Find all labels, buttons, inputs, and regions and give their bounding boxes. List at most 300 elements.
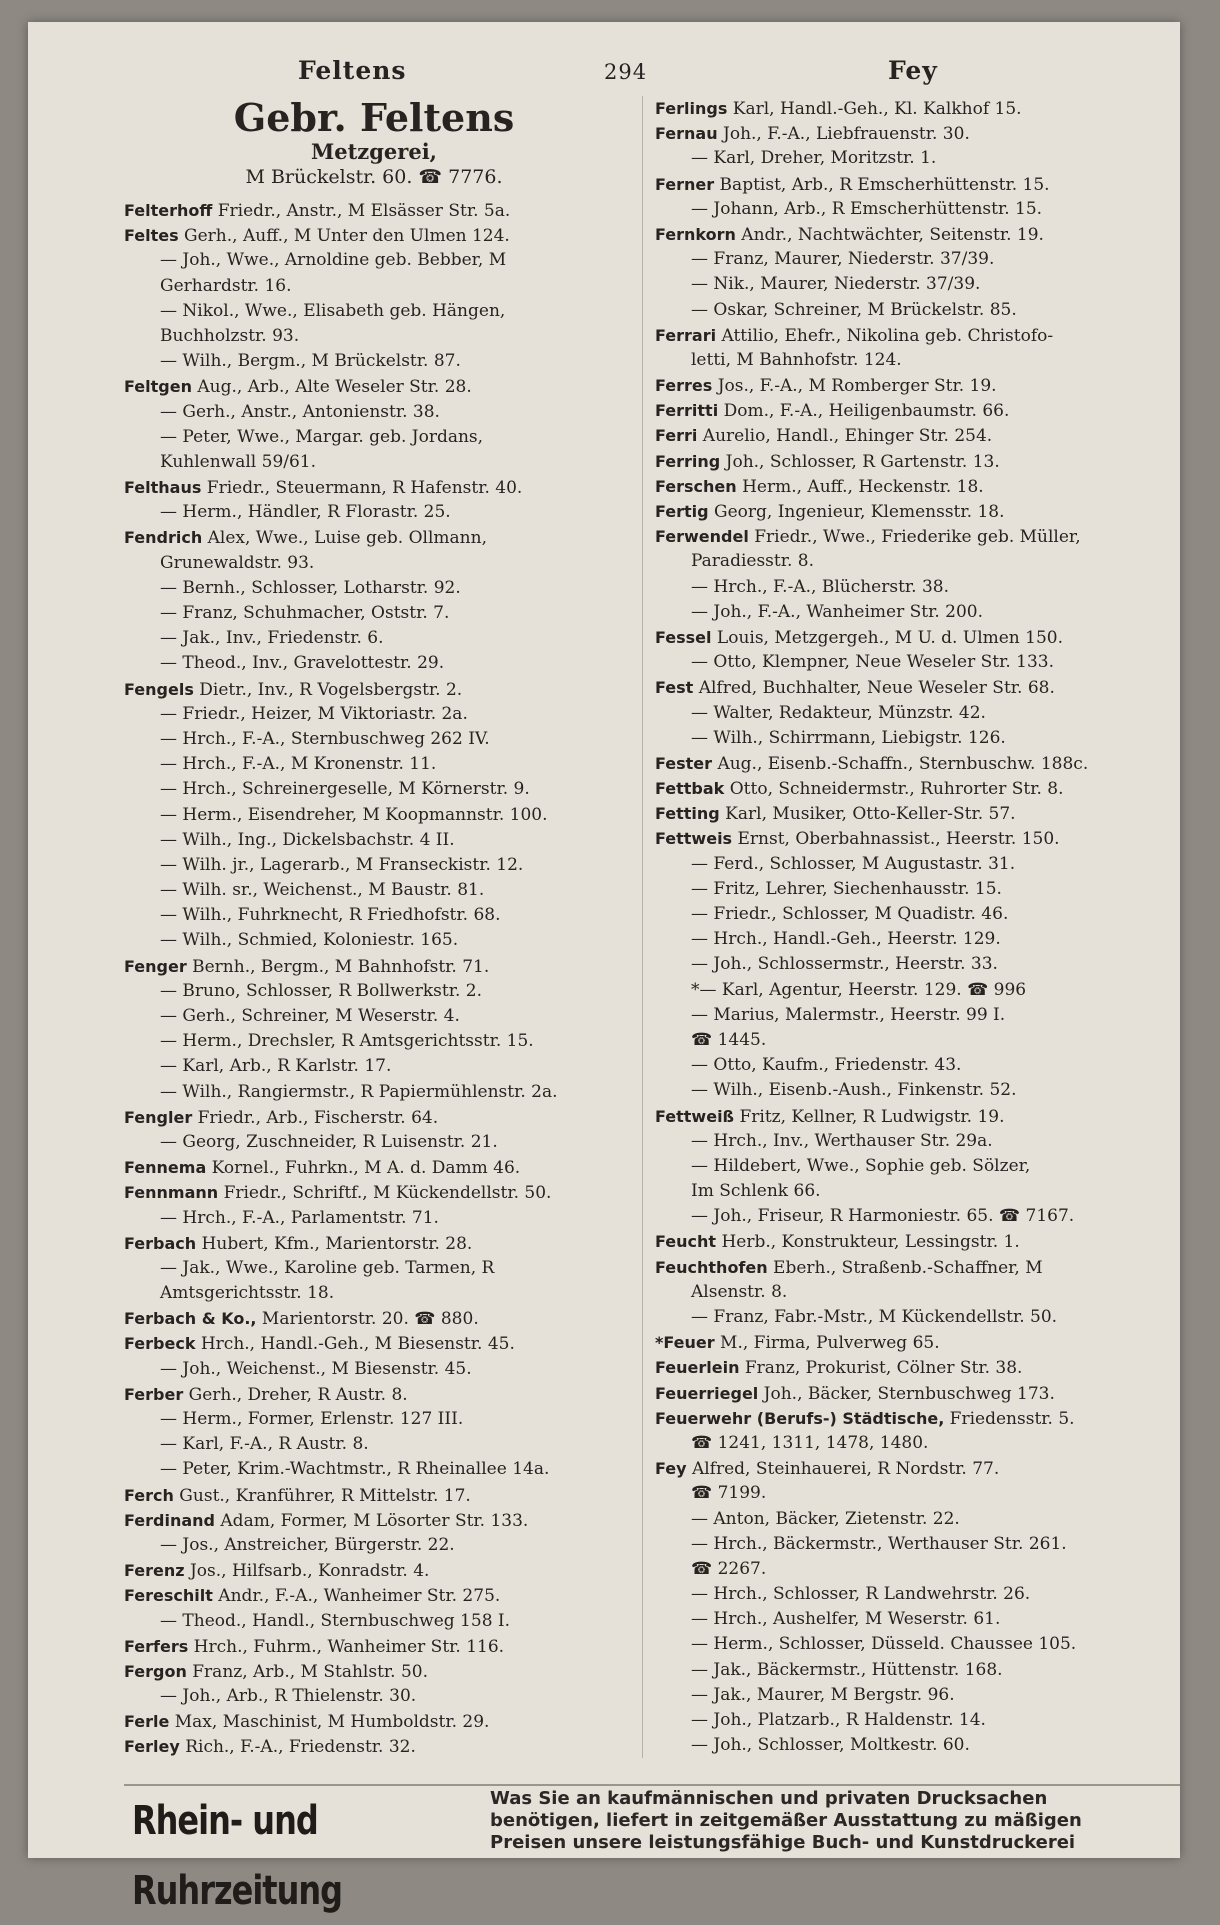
directory-entry: [124, 324, 624, 349]
entry-surname: Fertig: [655, 502, 709, 521]
directory-entry: [124, 601, 624, 626]
entry-details: — Ferd., Schlosser, M Augustastr. 31.: [691, 853, 1016, 874]
entry-details: *— Karl, Agentur, Heerstr. 129. ☎ 996: [691, 979, 1027, 1000]
entry-surname: Felthaus: [124, 478, 202, 498]
directory-entry: [655, 1406, 1195, 1431]
directory-entry: [124, 1734, 624, 1759]
entry-details: letti, M Bahnhofstr. 124.: [691, 349, 902, 370]
entry-details: — Hrch., Inv., Werthauser Str. 29a.: [691, 1130, 993, 1151]
entry-details: — Joh., Wwe., Arnoldine geb. Bebber, M: [160, 250, 507, 271]
entry-details: — Hrch., Bäckermstr., Werthauser Str. 261.: [691, 1533, 1067, 1554]
directory-entry: [124, 979, 624, 1004]
entry-surname: Ferwendel: [655, 527, 749, 547]
directory-entry: [655, 701, 1195, 726]
directory-entry: [655, 1708, 1195, 1733]
footer-ad-line: benötigen, liefert in zeitgemäßer Ausstattung zu mäßigen: [490, 1810, 1082, 1831]
entry-details: Friedr., Wwe., Friederike geb. Müller,: [748, 527, 1081, 548]
directory-entry: [655, 1179, 1195, 1204]
entry-details: — Franz, Fabr.-Mstr., M Kückendellstr. 50.: [691, 1307, 1058, 1327]
directory-entry: [655, 1582, 1195, 1607]
directory-entry: [124, 626, 624, 651]
entry-details: Hubert, Kfm., Marientorstr. 28.: [196, 1233, 473, 1254]
directory-entry: [655, 952, 1195, 977]
entry-details: — Wilh., Ing., Dickelsbachstr. 4 II.: [160, 829, 455, 850]
directory-entry: [655, 348, 1195, 373]
entry-details: — Hrch., F.-A., Blücherstr. 38.: [691, 576, 950, 597]
directory-entry: [124, 1483, 624, 1508]
firm-advert: [124, 96, 624, 190]
entry-surname: Fettweiß: [655, 1106, 735, 1126]
entry-details: ☎ 1241, 1311, 1478, 1480.: [691, 1432, 929, 1453]
entry-surname: Ferri: [655, 426, 698, 446]
entry-details: Friedr., Schriftf., M Kückendellstr. 50.: [218, 1183, 552, 1204]
entry-details: — Hrch., F.-A., Parlamentstr. 71.: [160, 1207, 439, 1228]
directory-entry: [124, 274, 624, 299]
entry-details: — Oskar, Schreiner, M Brückelstr. 85.: [691, 299, 1017, 320]
entry-surname: Feucht: [655, 1232, 717, 1252]
entry-surname: Fey: [655, 1459, 687, 1479]
directory-entry: [124, 1583, 624, 1608]
directory-entry: [124, 651, 624, 676]
directory-entry: [655, 549, 1195, 574]
left-entries: [124, 198, 624, 1760]
directory-entry: [655, 298, 1195, 323]
footer-ad-line: Preisen unsere leistungsfähige Buch- und Kunstdruckerei: [490, 1832, 1076, 1853]
directory-entry: [124, 1306, 624, 1331]
entry-details: — Joh., Schlosser, Moltkestr. 60.: [691, 1735, 970, 1756]
entry-surname: Feltes: [124, 226, 179, 246]
directory-entry: [655, 1305, 1195, 1330]
entry-details: — Theod., Handl., Sternbuschweg 158 I.: [160, 1610, 511, 1631]
entry-details: Andr., Nachtwächter, Seitenstr. 19.: [735, 224, 1044, 245]
directory-entry: [655, 1481, 1195, 1506]
entry-details: Max, Maschinist, M Humboldstr. 29.: [169, 1712, 490, 1733]
entry-details: — Gerh., Anstr., Antonienstr. 38.: [160, 401, 440, 422]
entry-details: — Fritz, Lehrer, Siechenhausstr. 15.: [691, 878, 1002, 899]
directory-entry: [124, 1508, 624, 1533]
directory-entry: [655, 1255, 1195, 1280]
entry-surname: Fergon: [124, 1661, 187, 1681]
directory-entry: [655, 1028, 1195, 1053]
entry-details: Franz, Arb., M Stahlstr. 50.: [186, 1661, 428, 1682]
directory-entry: [655, 1330, 1195, 1355]
running-head-left: Feltens: [298, 56, 407, 85]
entry-details: Franz, Prokurist, Cölner Str. 38.: [739, 1358, 1023, 1379]
entry-details: — Herm., Drechsler, R Amtsgerichtsstr. 15.: [160, 1031, 534, 1052]
entry-details: Alfred, Buchhalter, Neue Weseler Str. 68.: [693, 678, 1055, 699]
advert-address: M Brückelstr. 60. ☎ 7776.: [245, 166, 503, 188]
entry-surname: Ferner: [655, 174, 715, 194]
entry-details: Im Schlenk 66.: [691, 1181, 821, 1202]
entry-surname: Fenger: [124, 956, 187, 976]
entry-surname: Ferber: [124, 1384, 184, 1404]
entry-surname: Feuerwehr (Berufs-) Städtische,: [655, 1408, 945, 1428]
entry-details: — Wilh., Fuhrknecht, R Friedhofstr. 68.: [160, 905, 501, 926]
directory-entry: [124, 400, 624, 425]
entry-details: Herm., Auff., Heckenstr. 18.: [736, 476, 984, 497]
directory-entry: [655, 222, 1195, 247]
entry-details: Joh., Bäcker, Sternbuschweg 173.: [758, 1383, 1055, 1404]
directory-entry: [124, 1357, 624, 1382]
directory-entry: [124, 248, 624, 273]
entry-details: Aurelio, Handl., Ehinger Str. 254.: [697, 426, 993, 447]
directory-entry: [655, 978, 1195, 1003]
entry-details: — Hrch., Schreinergeselle, M Körnerstr. 9.: [160, 779, 530, 800]
entry-surname: Fereschilt: [124, 1586, 213, 1606]
entry-surname: Ferenz: [124, 1561, 185, 1581]
entry-details: Baptist, Arb., R Emscherhüttenstr. 15.: [714, 174, 1050, 195]
entry-details: Dietr., Inv., R Vogelsbergstr. 2.: [193, 679, 463, 700]
entry-details: — Jak., Wwe., Karoline geb. Tarmen, R: [160, 1257, 495, 1278]
directory-entry: [124, 299, 624, 324]
entry-surname: Ferbach & Ko.,: [124, 1309, 257, 1329]
entry-surname: Ferdinand: [124, 1510, 215, 1530]
entry-details: — Georg, Zuschneider, R Luisenstr. 21.: [160, 1131, 498, 1152]
entry-details: — Franz, Schuhmacher, Oststr. 7.: [160, 603, 450, 623]
directory-entry: [655, 1381, 1195, 1406]
entry-details: — Karl, Arb., R Karlstr. 17.: [160, 1056, 392, 1077]
directory-entry: [655, 801, 1195, 826]
entry-details: — Karl, F.-A., R Austr. 8.: [160, 1434, 369, 1455]
entry-details: Aug., Eisenb.-Schaffn., Sternbuschw. 188c.: [712, 753, 1089, 774]
entry-details: — Joh., Friseur, R Harmoniestr. 65. ☎ 7167.: [691, 1206, 1075, 1227]
directory-entry: [655, 751, 1195, 776]
directory-entry: [655, 726, 1195, 751]
entry-surname: Ferrari: [655, 325, 717, 345]
entry-details: — Walter, Redakteur, Münzstr. 42.: [691, 702, 986, 723]
entry-details: — Karl, Dreher, Moritzstr. 1.: [691, 148, 937, 169]
directory-entry: [655, 776, 1195, 801]
directory-entry: [124, 928, 624, 953]
entry-surname: Fengler: [124, 1107, 193, 1127]
directory-entry: [655, 600, 1195, 625]
entry-details: — Joh., Arb., R Thielenstr. 30.: [160, 1686, 417, 1707]
directory-entry: [124, 1634, 624, 1659]
entry-details: Andr., F.-A., Wanheimer Str. 275.: [212, 1586, 501, 1607]
entry-details: — Hrch., F.-A., Sternbuschweg 262 IV.: [160, 728, 490, 749]
entry-surname: Fernkorn: [655, 224, 736, 244]
directory-entry: [124, 374, 624, 399]
directory-entry: [655, 575, 1195, 600]
entry-details: — Wilh. sr., Weichenst., M Baustr. 81.: [160, 880, 485, 901]
entry-details: — Hrch., Handl.-Geh., Heerstr. 129.: [691, 929, 1001, 950]
directory-entry: [124, 1558, 624, 1583]
directory-entry: [655, 423, 1195, 448]
entry-details: Paradiesstr. 8.: [691, 551, 815, 572]
entry-details: Grunewaldstr. 93.: [160, 552, 315, 573]
directory-entry: [655, 272, 1195, 297]
entry-details: Hrch., Fuhrm., Wanheimer Str. 116.: [188, 1636, 505, 1657]
entry-details: — Theod., Inv., Gravelottestr. 29.: [160, 653, 445, 674]
entry-details: Kuhlenwall 59/61.: [160, 451, 317, 472]
entry-surname: Ferritti: [655, 401, 719, 421]
entry-details: Friedr., Arb., Fischerstr. 64.: [192, 1107, 439, 1128]
directory-entry: [124, 500, 624, 525]
entry-details: — Franz, Maurer, Niederstr. 37/39.: [691, 249, 995, 270]
directory-entry: [124, 1684, 624, 1709]
entry-details: — Nikol., Wwe., Elisabeth geb. Hängen,: [160, 300, 506, 321]
right-entries: [655, 96, 1195, 1758]
directory-entry: [124, 223, 624, 248]
entry-details: — Marius, Malermstr., Heerstr. 99 I.: [691, 1004, 1006, 1025]
directory-entry: [655, 524, 1195, 549]
entry-details: Alsenstr. 8.: [691, 1281, 788, 1302]
directory-entry: [124, 198, 624, 223]
footer-advertisement: [124, 1784, 1180, 1914]
directory-entry: [655, 675, 1195, 700]
directory-entry: [655, 927, 1195, 952]
directory-entry: [655, 172, 1195, 197]
entry-surname: Feuerriegel: [655, 1383, 759, 1403]
entry-details: — Hrch., F.-A., M Kronenstr. 11.: [160, 754, 437, 775]
entry-surname: Feltgen: [124, 377, 192, 397]
entry-surname: Ferlings: [655, 99, 728, 118]
directory-entry: [655, 1683, 1195, 1708]
entry-details: Buchholzstr. 93.: [160, 325, 300, 346]
directory-entry: [124, 1130, 624, 1155]
directory-entry: [655, 1154, 1195, 1179]
entry-surname: Ferfers: [124, 1636, 189, 1656]
entry-details: — Wilh., Bergm., M Brückelstr. 87.: [160, 351, 461, 372]
entry-surname: Feuerlein: [655, 1358, 740, 1378]
directory-entry: [655, 826, 1195, 851]
entry-details: Eberh., Straßenb.-Schaffner, M: [767, 1257, 1043, 1278]
entry-surname: Fennmann: [124, 1183, 219, 1203]
advert-trade: Metzgerei,: [311, 139, 437, 164]
directory-entry: [124, 1382, 624, 1407]
entry-details: — Friedr., Schlosser, M Quadistr. 46.: [691, 904, 1009, 924]
entry-details: — Otto, Kaufm., Friedenstr. 43.: [691, 1055, 962, 1076]
entry-details: Marientorstr. 20. ☎ 880.: [256, 1309, 479, 1330]
footer-ad-line: Was Sie an kaufmännischen und privaten Drucksachen: [490, 1788, 1048, 1809]
entry-details: Amtsgerichtsstr. 18.: [160, 1283, 335, 1304]
directory-entry: [655, 474, 1195, 499]
entry-details: — Joh., Schlossermstr., Heerstr. 33.: [691, 954, 998, 975]
directory-entry: [124, 349, 624, 374]
entry-details: — Bruno, Schlosser, R Bollwerkstr. 2.: [160, 980, 483, 1001]
directory-entry: [124, 727, 624, 752]
directory-entry: [655, 877, 1195, 902]
entry-details: Alfred, Steinhauerei, R Nordstr. 77.: [686, 1459, 1000, 1480]
directory-entry: [655, 1053, 1195, 1078]
directory-entry: [124, 1080, 624, 1105]
directory-entry: [655, 1129, 1195, 1154]
entry-details: — Jak., Maurer, M Bergstr. 96.: [691, 1684, 955, 1705]
entry-details: — Hildebert, Wwe., Sophie geb. Sölzer,: [691, 1155, 1031, 1176]
directory-entry: [124, 475, 624, 500]
directory-entry: [655, 1204, 1195, 1229]
directory-entry: [655, 449, 1195, 474]
directory-entry: [655, 1456, 1195, 1481]
entry-surname: Ferle: [124, 1712, 170, 1732]
entry-surname: *Feuer: [655, 1333, 715, 1353]
directory-entry: [655, 499, 1195, 524]
entry-details: Dom., F.-A., Heiligenbaumstr. 66.: [718, 401, 1010, 422]
entry-details: Bernh., Bergm., M Bahnhofstr. 71.: [186, 956, 490, 977]
directory-entry: [655, 1229, 1195, 1254]
entry-details: — Wilh., Schmied, Koloniestr. 165.: [160, 930, 459, 951]
entry-details: Ernst, Oberbahnassist., Heerstr. 150.: [732, 829, 1060, 850]
directory-entry: [124, 1004, 624, 1029]
directory-entry: [124, 1709, 624, 1734]
entry-details: Alex, Wwe., Luise geb. Ollmann,: [202, 528, 487, 549]
directory-entry: [124, 878, 624, 903]
directory-entry: [655, 96, 1195, 121]
directory-entry: [124, 1533, 624, 1558]
directory-entry: [124, 1331, 624, 1356]
directory-entry: [655, 902, 1195, 927]
entry-details: — Nik., Maurer, Niederstr. 37/39.: [691, 274, 981, 295]
directory-entry: [124, 1432, 624, 1457]
entry-details: Louis, Metzgergeh., M U. d. Ulmen 150.: [711, 627, 1064, 648]
directory-entry: [124, 1029, 624, 1054]
entry-details: Gust., Kranführer, R Mittelstr. 17.: [173, 1485, 471, 1506]
directory-entry: [655, 1532, 1195, 1557]
directory-entry: [655, 398, 1195, 423]
entry-details: Georg, Ingenieur, Klemensstr. 18.: [708, 502, 1005, 522]
entry-surname: Ferbeck: [124, 1334, 196, 1354]
directory-entry: [124, 1231, 624, 1256]
entry-details: Joh., Schlosser, R Gartenstr. 13.: [720, 451, 1000, 472]
directory-entry: [124, 903, 624, 928]
directory-entry: [124, 551, 624, 576]
directory-entry: [124, 1609, 624, 1634]
directory-entry: [655, 1658, 1195, 1683]
directory-entry: [124, 803, 624, 828]
directory-entry: [655, 146, 1195, 171]
directory-entry: [655, 197, 1195, 222]
entry-details: Friedr., Steuermann, R Hafenstr. 40.: [201, 478, 523, 499]
directory-entry: [655, 852, 1195, 877]
entry-surname: Fester: [655, 753, 713, 773]
entry-details: — Herm., Händler, R Florastr. 25.: [160, 502, 451, 523]
entry-details: — Jak., Inv., Friedenstr. 6.: [160, 628, 384, 649]
entry-details: — Herm., Former, Erlenstr. 127 III.: [160, 1409, 464, 1429]
directory-entry: [655, 1003, 1195, 1028]
directory-entry: [655, 373, 1195, 398]
running-head-right: Fey: [888, 56, 938, 85]
entry-details: Herb., Konstrukteur, Lessingstr. 1.: [716, 1232, 1020, 1253]
entry-details: Rich., F.-A., Friedenstr. 32.: [179, 1737, 416, 1758]
entry-details: — Hrch., Aushelfer, M Weserstr. 61.: [691, 1609, 1001, 1630]
entry-details: ☎ 7199.: [691, 1483, 767, 1504]
entry-details: — Wilh., Eisenb.-Aush., Finkenstr. 52.: [691, 1080, 1017, 1101]
entry-details: ☎ 2267.: [691, 1558, 767, 1579]
entry-details: — Joh., Weichenst., M Biesenstr. 45.: [160, 1358, 472, 1379]
directory-entry: [655, 1104, 1195, 1129]
directory-entry: [655, 323, 1195, 348]
entry-details: — Jos., Anstreicher, Bürgerstr. 22.: [160, 1534, 455, 1555]
directory-entry: [655, 1507, 1195, 1532]
entry-details: — Anton, Bäcker, Zietenstr. 22.: [691, 1508, 960, 1529]
entry-details: — Friedr., Heizer, M Viktoriastr. 2a.: [160, 703, 468, 724]
entry-details: Friedensstr. 5.: [944, 1408, 1075, 1429]
directory-entry: [124, 954, 624, 979]
entry-details: — Peter, Wwe., Margar. geb. Jordans,: [160, 426, 484, 447]
directory-entry: [124, 1206, 624, 1231]
entry-surname: Ferring: [655, 451, 721, 471]
entry-surname: Ferch: [124, 1485, 174, 1505]
entry-details: — Joh., F.-A., Wanheimer Str. 200.: [691, 601, 984, 622]
entry-details: — Otto, Klempner, Neue Weseler Str. 133.: [691, 652, 1055, 673]
directory-entry: [655, 121, 1195, 146]
entry-details: Kornel., Fuhrkn., M A. d. Damm 46.: [206, 1158, 521, 1179]
newspaper-logo: Rhein- und Ruhrzeitung: [132, 1796, 343, 1914]
entry-details: Attilio, Ehefr., Nikolina geb. Christofo-: [716, 325, 1054, 346]
entry-details: — Peter, Krim.-Wachtmstr., R Rheinallee 14a.: [160, 1459, 550, 1480]
entry-details: — Johann, Arb., R Emscherhüttenstr. 15.: [691, 198, 1043, 219]
entry-details: Karl, Musiker, Otto-Keller-Str. 57.: [719, 804, 1016, 825]
directory-entry: [655, 1557, 1195, 1582]
directory-entry: [124, 1054, 624, 1079]
entry-details: — Bernh., Schlosser, Lotharstr. 92.: [160, 577, 461, 598]
entry-details: ☎ 1445.: [691, 1029, 767, 1050]
directory-entry: [124, 525, 624, 550]
directory-entry: [655, 1607, 1195, 1632]
entry-details: Gerh., Dreher, R Austr. 8.: [183, 1384, 408, 1405]
entry-details: — Herm., Schlosser, Düsseld. Chaussee 105.: [691, 1634, 1077, 1655]
entry-details: Fritz, Kellner, R Ludwigstr. 19.: [734, 1106, 1005, 1127]
directory-entry: [655, 1632, 1195, 1657]
directory-entry: [124, 425, 624, 450]
entry-details: — Joh., Platzarb., R Haldenstr. 14.: [691, 1710, 986, 1730]
directory-entry: [124, 576, 624, 601]
entry-details: Jos., Hilfsarb., Konradstr. 4.: [184, 1561, 430, 1582]
directory-entry: [124, 1105, 624, 1130]
entry-details: Otto, Schneidermstr., Ruhrorter Str. 8.: [724, 779, 1064, 800]
entry-details: — Wilh. jr., Lagerarb., M Franseckistr. 12.: [160, 854, 524, 875]
directory-entry: [124, 1155, 624, 1180]
entry-details: Joh., F.-A., Liebfrauenstr. 30.: [717, 124, 970, 145]
directory-entry: [124, 1281, 624, 1306]
directory-entry: [655, 1280, 1195, 1305]
directory-page: [28, 22, 1180, 1914]
advert-firm-name: Gebr. Feltens: [233, 95, 515, 140]
entry-details: Karl, Handl.-Geh., Kl. Kalkhof 15.: [727, 99, 1022, 119]
entry-details: Aug., Arb., Alte Weseler Str. 28.: [191, 377, 472, 398]
entry-surname: Felterhoff: [124, 201, 213, 220]
directory-entry: [655, 1078, 1195, 1103]
entry-surname: Ferschen: [655, 476, 737, 496]
entry-surname: Ferbach: [124, 1233, 197, 1253]
entry-details: — Jak., Bäckermstr., Hüttenstr. 168.: [691, 1659, 1003, 1680]
directory-entry: [124, 702, 624, 727]
entry-surname: Fettweis: [655, 829, 733, 849]
entry-surname: Fest: [655, 678, 694, 698]
directory-entry: [124, 450, 624, 475]
directory-entry: [655, 1431, 1195, 1456]
directory-entry: [124, 752, 624, 777]
directory-entry: [655, 1355, 1195, 1380]
directory-entry: [124, 677, 624, 702]
directory-entry: [124, 777, 624, 802]
entry-details: Gerhardstr. 16.: [160, 275, 292, 296]
entry-surname: Fendrich: [124, 528, 203, 548]
entry-surname: Fennema: [124, 1158, 207, 1178]
entry-details: Friedr., Anstr., M Elsässer Str. 5a.: [212, 201, 511, 221]
entry-details: — Hrch., Schlosser, R Landwehrstr. 26.: [691, 1584, 1031, 1605]
left-column: [124, 96, 624, 1760]
directory-entry: [124, 1457, 624, 1482]
entry-details: M., Firma, Pulverweg 65.: [714, 1333, 940, 1354]
directory-entry: [655, 650, 1195, 675]
footer-ad-text: [490, 1788, 1180, 1854]
entry-details: Gerh., Auff., M Unter den Ulmen 124.: [178, 226, 510, 247]
entry-details: Jos., F.-A., M Romberger Str. 19.: [712, 376, 997, 397]
entry-surname: Fettbak: [655, 779, 725, 799]
directory-entry: [655, 1733, 1195, 1758]
entry-details: Hrch., Handl.-Geh., M Biesenstr. 45.: [195, 1334, 515, 1355]
